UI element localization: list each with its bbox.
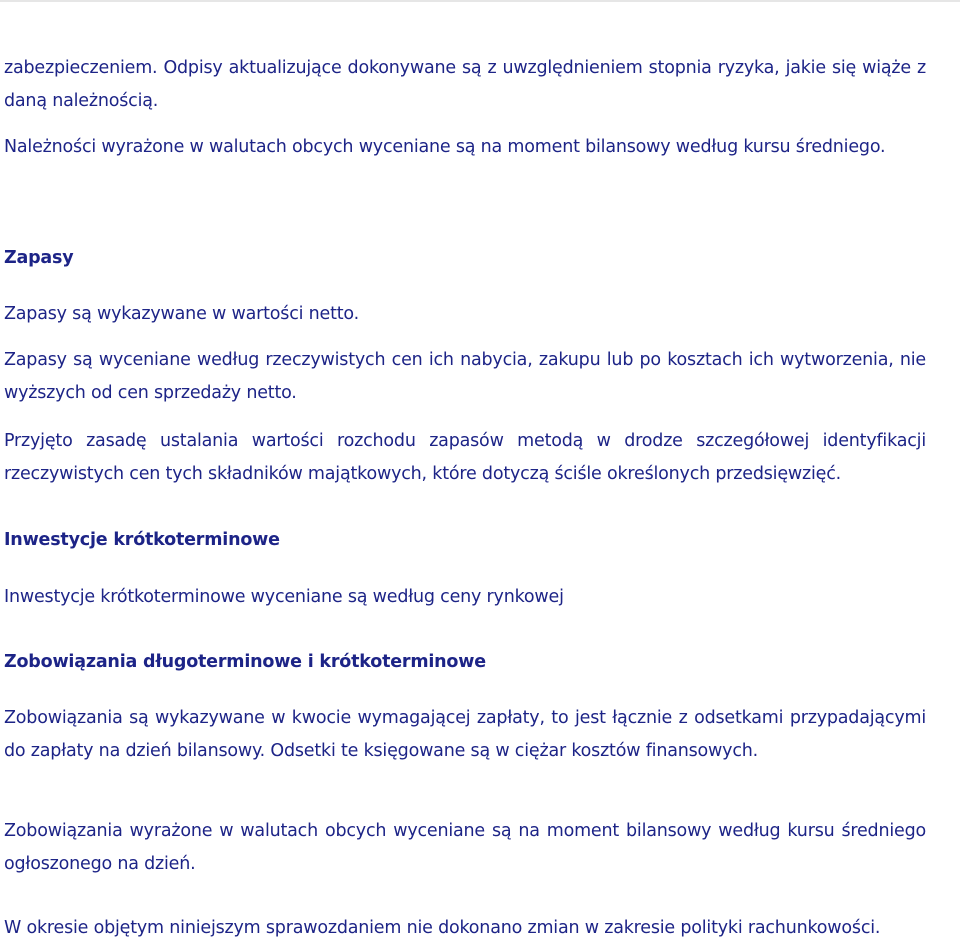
paragraph-inventory-outflow: Przyjęto zasadę ustalania wartości rozchodu zapasów metodą w drodze szczegółowej identyfikacji rzeczywistych cen tych składników majątkowych, które dotyczą ściśle określonych przedsięwzięć. xyxy=(4,431,926,484)
paragraph-foreign-receivables: Należności wyrażone w walutach obcych wyceniane są na moment bilansowy według kursu średniego. xyxy=(4,137,886,157)
heading-zobowiazania: Zobowiązania długoterminowe i krótkoterminowe xyxy=(4,652,486,672)
paragraph-no-changes: W okresie objętym niniejszym sprawozdaniem nie dokonano zmian w zakresie polityki rachunkowości. xyxy=(4,918,881,938)
heading-inwestycje: Inwestycje krótkoterminowe xyxy=(4,530,280,550)
paragraph-foreign-liabilities: Zobowiązania wyrażone w walutach obcych wyceniane są na moment bilansowy według kursu średniego ogłoszonego na dzień. xyxy=(4,821,926,874)
paragraph-liabilities: Zobowiązania są wykazywane w kwocie wymagającej zapłaty, to jest łącznie z odsetkami przypadającymi do zapłaty na dzień bilansowy. Odsetki te księgowane są w ciężar kosztów finansowych. xyxy=(4,708,926,761)
paragraph-inventory-net: Zapasy są wykazywane w wartości netto. xyxy=(4,304,359,324)
paragraph-impairment: zabezpieczeniem. Odpisy aktualizujące dokonywane są z uwzględnieniem stopnia ryzyka, jakie się wiąże z daną należnością. xyxy=(4,58,926,111)
paragraph-inventory-valuation: Zapasy są wyceniane według rzeczywistych cen ich nabycia, zakupu lub po kosztach ich wytworzenia, nie wyższych od cen sprzedaży netto. xyxy=(4,350,926,403)
paragraph-investments: Inwestycje krótkoterminowe wyceniane są według ceny rynkowej xyxy=(4,587,564,607)
top-divider xyxy=(0,0,960,2)
heading-zapasy: Zapasy xyxy=(4,248,74,268)
